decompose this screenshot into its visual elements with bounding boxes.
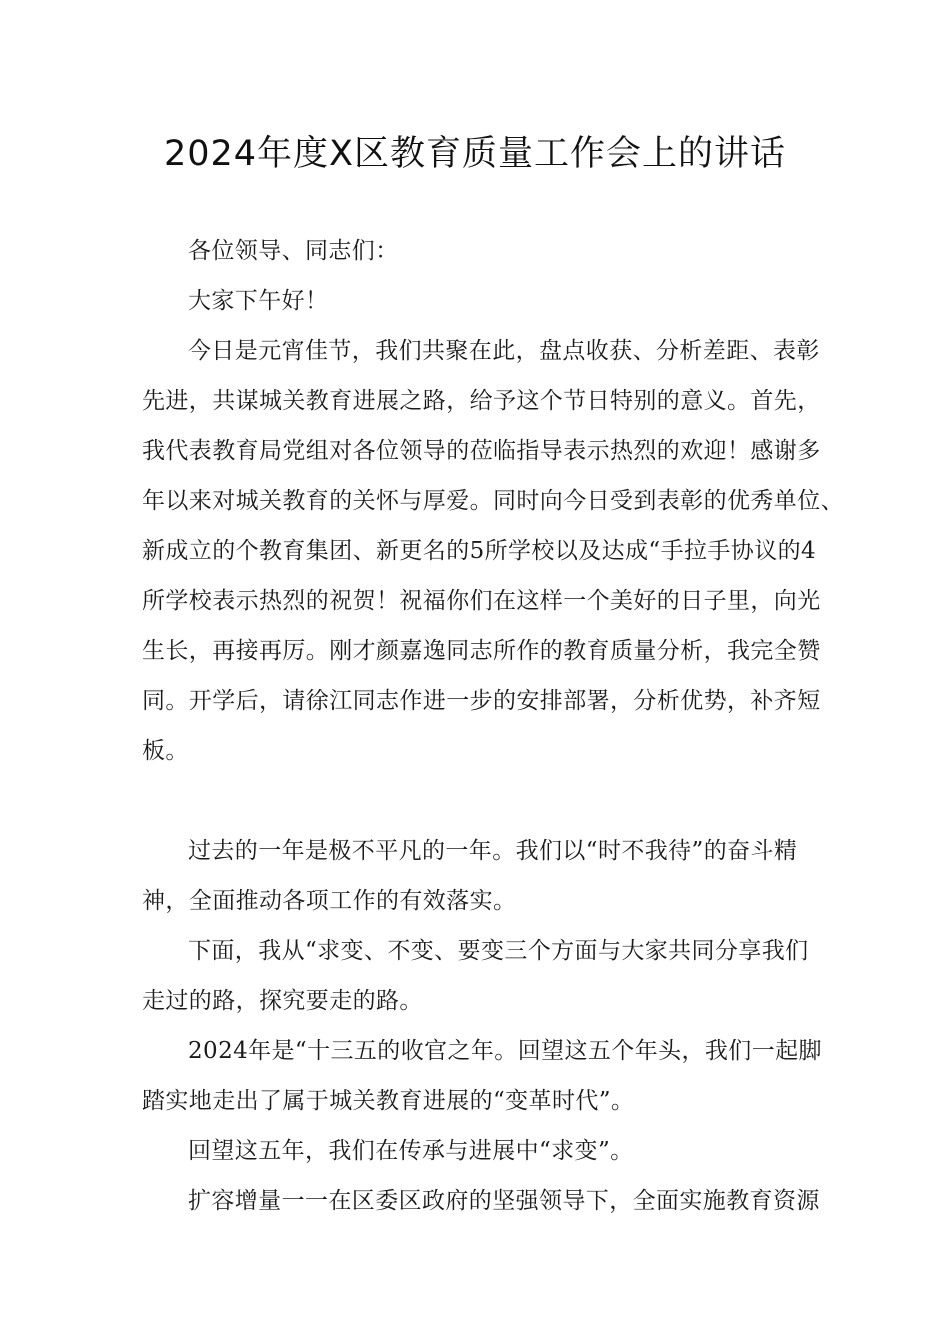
paragraph-review — [142, 1126, 818, 1176]
paragraph-line: 过去的一年是极不平凡的一年。我们以“时不我待”的奋斗精 — [188, 838, 798, 864]
paragraph-line: 扩容增量一一在区委区政府的坚强领导下，全面实施教育资源 — [188, 1188, 820, 1214]
paragraph-hello — [142, 276, 818, 326]
paragraph-line: 同。开学后，请徐江同志作进一步的安排部署，分析优势，补齐短 — [142, 688, 821, 714]
paragraph-line: 年以来对城关教育的关怀与厚爱。同时向今日受到表彰的优秀单位、 — [142, 488, 844, 514]
paragraph-line: 板。 — [142, 738, 189, 764]
paragraph-line: 下面，我从“求变、不变、要变三个方面与大家共同分享我们 — [188, 938, 809, 964]
document-body — [142, 226, 844, 1226]
paragraph-greeting — [142, 226, 818, 276]
paragraph-line: 走过的路，探究要走的路。 — [142, 988, 423, 1014]
paragraph-line: 先进，共谋城关教育进展之路，给予这个节日特别的意义。首先， — [142, 388, 821, 414]
paragraph-line: 踏实地走出了属于城关教育进展的“变革时代”。 — [142, 1088, 635, 1114]
paragraph-line: 所学校表示热烈的祝贺！祝福你们在这样一个美好的日子里，向光 — [142, 588, 821, 614]
paragraph-opening — [142, 326, 844, 776]
paragraph-2024 — [142, 1026, 822, 1126]
paragraph-line: 我代表教育局党组对各位领导的莅临指导表示热烈的欢迎！感谢多 — [142, 438, 821, 464]
paragraph-expansion — [142, 1176, 818, 1226]
paragraph-line: 新成立的个教育集团、新更名的5所学校以及达成“手拉手协议的4 — [142, 538, 817, 564]
paragraph-outline — [142, 926, 818, 1026]
paragraph-line: 各位领导、同志们： — [188, 238, 399, 264]
paragraph-line: 大家下午好！ — [188, 288, 329, 314]
paragraph-past-year — [142, 826, 818, 926]
paragraph-line: 今日是元宵佳节，我们共聚在此，盘点收获、分析差距、表彰 — [188, 338, 820, 364]
document-title: 2024年度X区教育质量工作会上的讲话 — [163, 134, 787, 174]
paragraph-line: 2024年是“十三五的收官之年。回望这五个年头，我们一起脚 — [188, 1038, 822, 1064]
paragraph-line: 生长，再接再厉。刚才颜嘉逸同志所作的教育质量分析，我完全赞 — [142, 638, 821, 664]
paragraph-line: 回望这五年，我们在传承与进展中“求变”。 — [188, 1138, 634, 1164]
paragraph-spacer — [142, 776, 818, 826]
paragraph-line: 神，全面推动各项工作的有效落实。 — [142, 888, 517, 914]
